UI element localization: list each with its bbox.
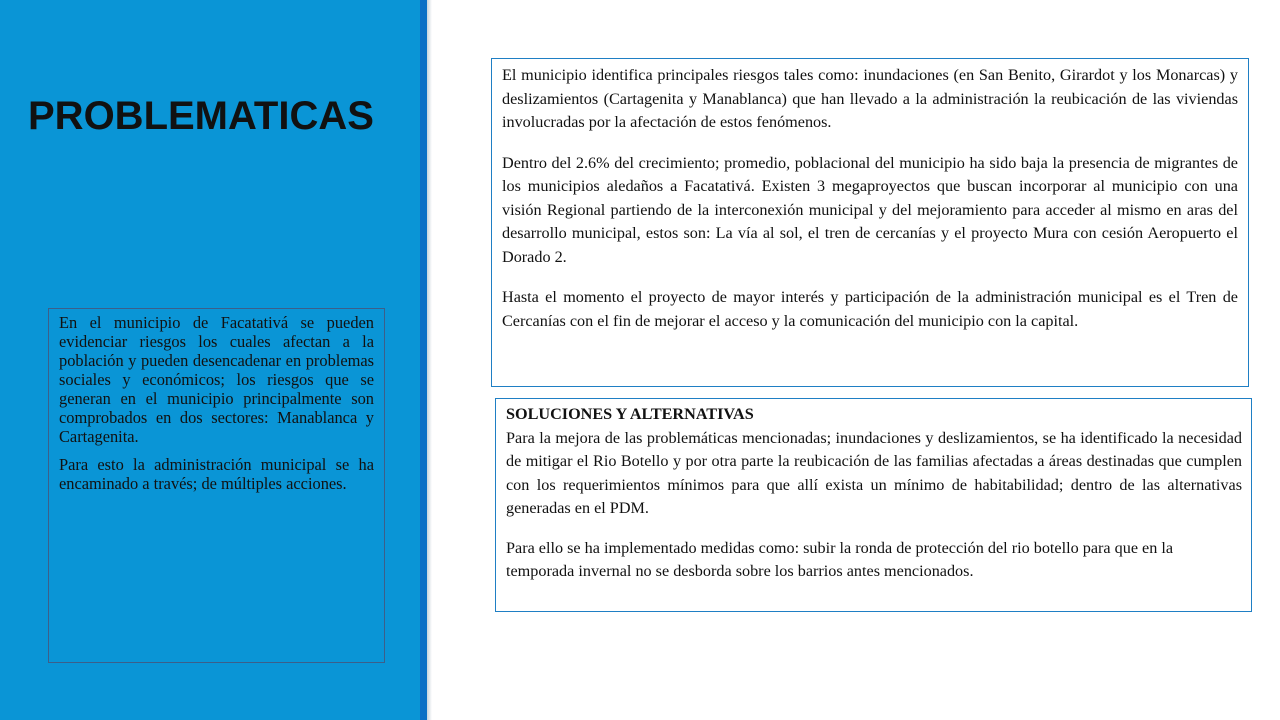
problems-detail-box — [491, 58, 1249, 387]
solutions-box — [495, 398, 1252, 612]
solutions-heading: SOLUCIONES Y ALTERNATIVAS — [506, 405, 754, 423]
measures-paragraph: Para ello se ha implementado medidas como: subir la ronda de protección del rio botello para que en la temporada invernal no se desborda sobre los barrios antes mencionados. — [506, 538, 1174, 580]
solutions-paragraph: Para la mejora de las problemáticas mencionadas; inundaciones y deslizamientos, se ha identificado la necesidad de mitigar el Rio Botello y por otra parte la reubicación de las familias afectadas a áreas destinadas que cumplen con los requerimientos mínimos para que allí exista un mínimo de habitabilidad; dentro de las alternativas generadas en el PDM. — [506, 428, 1242, 517]
risks-summary-box — [48, 308, 385, 663]
risks-summary-paragraph: En el municipio de Facatativá se pueden evidenciar riesgos los cuales afectan a la población y pueden desencadenar en problemas sociales y económicos; los riesgos que se generan en el municipio principalmente son comprobados en dos sectores: Manablanca y Cartagenita. — [59, 313, 374, 446]
divider-stripe — [420, 0, 427, 720]
divider-shadow — [427, 0, 432, 720]
megaprojects-paragraph: Dentro del 2.6% del crecimiento; promedio, poblacional del municipio ha sido baja la presencia de migrantes de los municipios aledaños a Facatativá. Existen 3 megaproyectos que buscan incorporar al municipio con una visión Regional partiendo de la interconexión municipal y del mejoramiento para acceder al mismo en aras del desarrollo municipal, estos son: La vía al sol, el tren de cercanías y el proyecto Mura con cesión Aeropuerto el Dorado 2. — [502, 153, 1238, 266]
train-project-paragraph: Hasta el momento el proyecto de mayor interés y participación de la administración municipal es el Tren de Cercanías con el fin de mejorar el acceso y la comunicación del municipio con la capital. — [502, 288, 1238, 330]
slide-title: PROBLEMATICAS — [28, 94, 374, 138]
main-risks-paragraph: El municipio identifica principales riesgos tales como: inundaciones (en San Benito, Girardot y los Monarcas) y deslizamientos (Cartagenita y Manablanca) que han llevado a la administración la reubicación de las viviendas involucradas por la afectación de estos fenómenos. — [502, 66, 1238, 131]
administration-actions-paragraph: Para esto la administración municipal se ha encaminado a través; de múltiples acciones. — [59, 455, 374, 493]
